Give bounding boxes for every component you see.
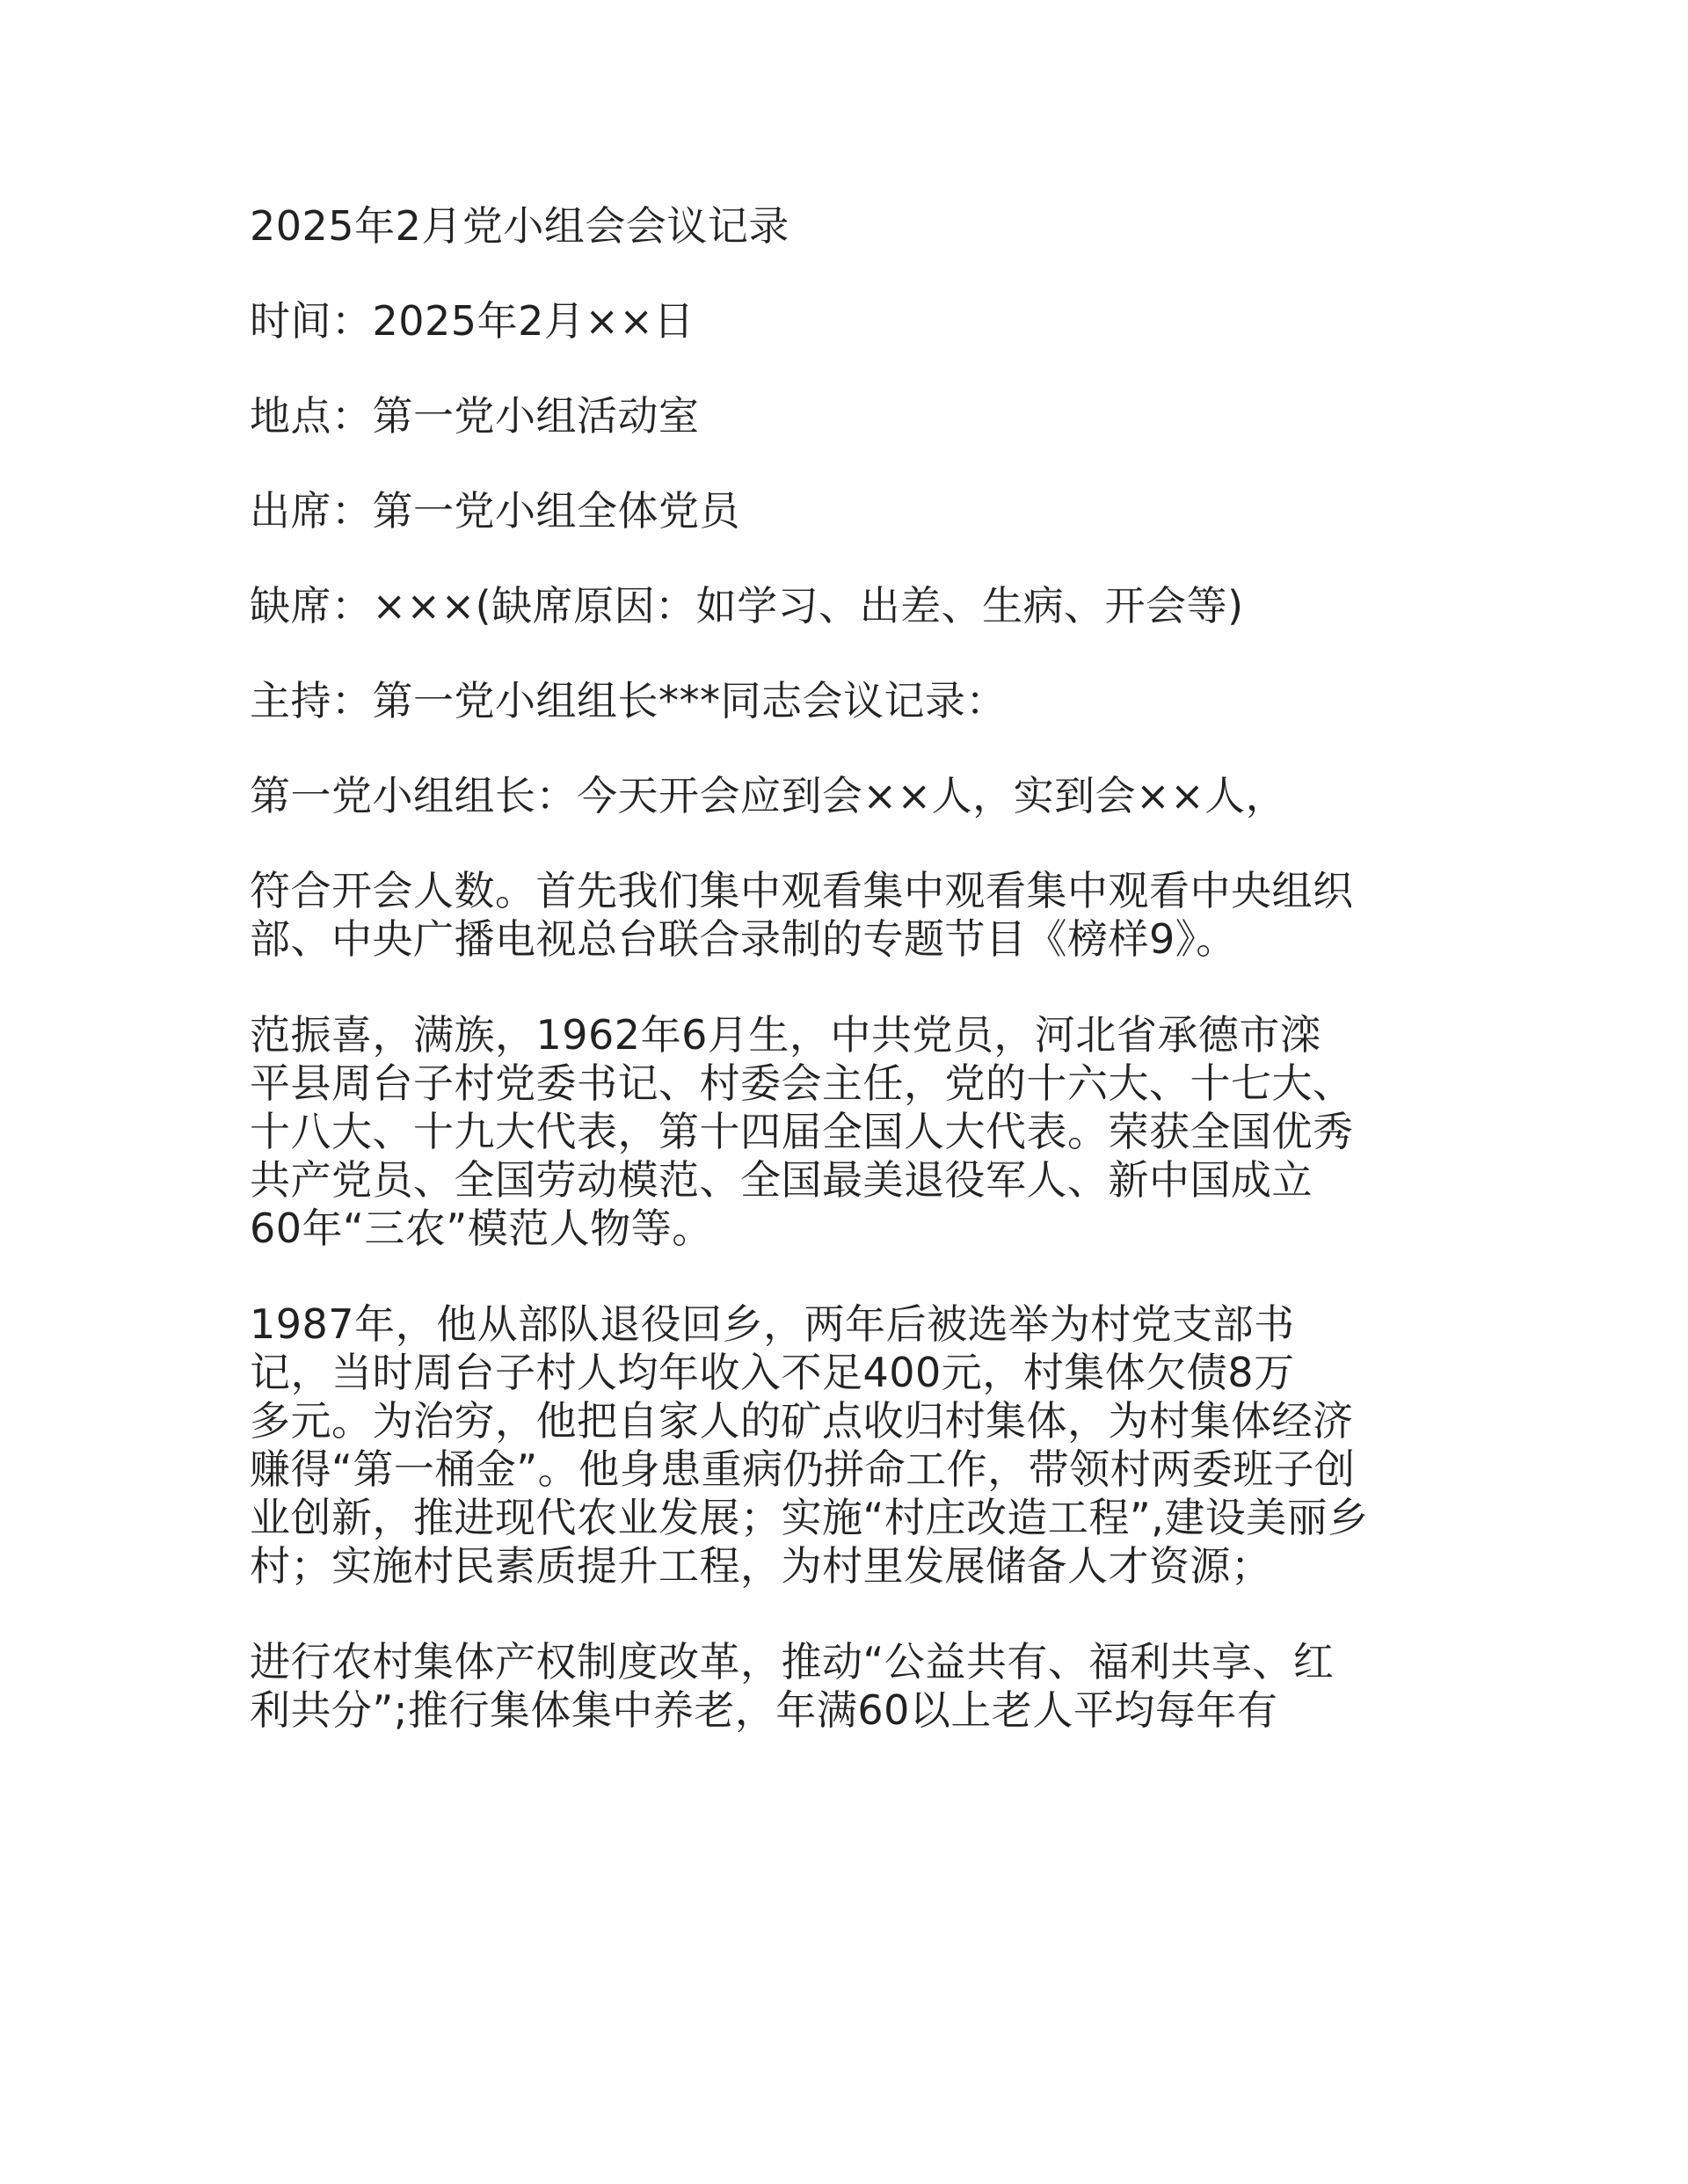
- paragraph-line: 十八大、十九大代表，第十四届全国人大代表。荣获全国优秀: [250, 1108, 1354, 1155]
- paragraph-line: 平县周台子村党委书记、村委会主任，党的十六大、十七大、: [250, 1059, 1354, 1107]
- paragraph-3: [250, 1300, 1454, 1591]
- paragraph-line: 60年“三农”模范人物等。: [250, 1205, 713, 1252]
- paragraph-line: 多元。为治穷，他把自家人的矿点收归村集体，为村集体经济: [250, 1397, 1354, 1445]
- paragraph-line: 符合开会人数。首先我们集中观看集中观看集中观看中央组织: [250, 867, 1354, 914]
- meta-absentees: 缺席：×××(缺席原因：如学习、出差、生病、开会等): [250, 582, 1244, 630]
- paragraph-line: 范振喜，满族，1962年6月生，中共党员，河北省承德市滦: [250, 1011, 1321, 1059]
- meta-host: 主持：第一党小组组长***同志会议记录：: [250, 677, 1007, 724]
- paragraph-line: 1987年，他从部队退役回乡，两年后被选举为村党支部书: [250, 1300, 1295, 1348]
- paragraph-4: [250, 1638, 1454, 1735]
- document-title: 2025年2月党小组会会议记录: [250, 202, 789, 250]
- paragraph-line: 部、中央广播电视总台联合录制的专题节目《榜样9》。: [250, 915, 1237, 963]
- paragraph-1: [250, 867, 1454, 964]
- paragraph-line: 共产党员、全国劳动模范、全国最美退役军人、新中国成立: [250, 1156, 1313, 1204]
- paragraph-line: 村；实施村民素质提升工程，为村里发展储备人才资源；: [250, 1542, 1272, 1590]
- paragraph-line: 利共分”;推行集体集中养老，年满60以上老人平均每年有: [250, 1686, 1278, 1734]
- meta-attendees: 出席：第一党小组全体党员: [250, 487, 740, 535]
- meta-location: 地点：第一党小组活动室: [250, 392, 700, 440]
- paragraph-line: 记，当时周台子村人均年收入不足400元，村集体欠债8万: [250, 1349, 1295, 1396]
- paragraph-2: [250, 1011, 1454, 1253]
- paragraph-line: 赚得“第一桶金”。他身患重病仍拼命工作，带领村两委班子创: [250, 1445, 1356, 1493]
- meta-opening-remark: 第一党小组组长：今天开会应到会××人，实到会××人，: [250, 772, 1287, 819]
- meta-time: 时间：2025年2月××日: [250, 297, 695, 345]
- document-page: [250, 202, 1454, 1782]
- paragraph-line: 业创新，推进现代农业发展；实施“村庄改造工程”,建设美丽乡: [250, 1494, 1369, 1541]
- paragraph-line: 进行农村集体产权制度改革，推动“公益共有、福利共享、红: [250, 1638, 1335, 1685]
